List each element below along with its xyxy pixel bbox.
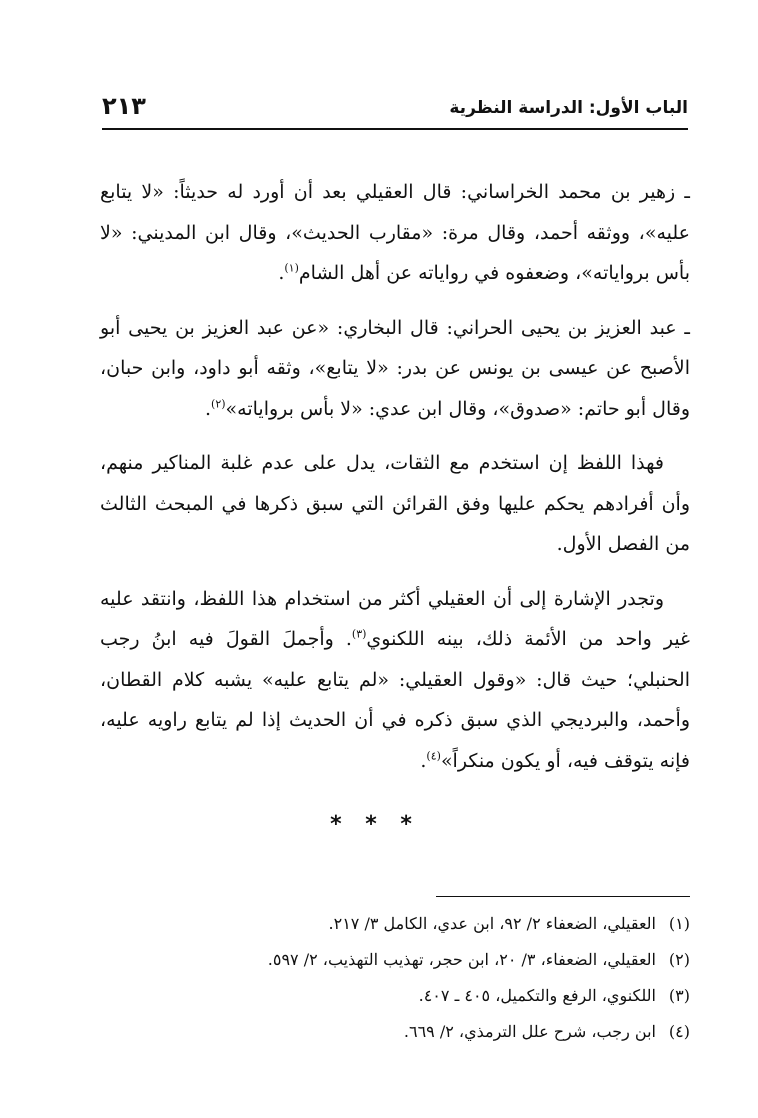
footnote-number: (٢) [668,950,690,969]
page-number: ٢١٣ [102,92,146,120]
paragraph-tail: . [204,397,212,420]
paragraph-abdulaziz [100,308,690,430]
paragraph-text: فهذا اللفظ إن استخدم مع الثقات، يدل على عدم غلبة المناكير منهم، وأن أفرادهم يحكم عليها وفق القرائن التي سبق ذكرها في المبحث الثالث من الفصل الأول. [100,452,690,555]
page-header [102,92,688,126]
footnote-rule [436,896,690,897]
paragraph-text: ـ عبد العزيز بن يحيى الحراني: قال البخاري: «عن عبد العزيز بن يحيى أبو الأصبح عن عيسى بن يونس عن بدر: «لا يتابع»، وثقه أبو داود، وابن حبان، وقال أبو حاتم: «صدوق»، وقال ابن عدي: «لا بأس برواياته» [100,316,690,420]
footnote-number: (٤) [668,1022,690,1041]
footnote-item [100,942,690,978]
footnote-number: (٣) [668,986,690,1005]
footnote-marker: (١) [284,261,299,275]
paragraph-zuhair [100,172,690,294]
footnote-item [100,906,690,942]
body-text [100,172,690,795]
footnote-item [100,1014,690,1050]
paragraph-text: ـ زهير بن محمد الخراساني: قال العقيلي بعد أن أورد له حديثاً: «لا يتابع عليه»، ووثقه أحمد، وقال مرة: «مقارب الحديث»، وقال ابن المديني: «لا بأس برواياته»، وضعفوه في رواياته عن أهل الشام [100,181,690,284]
footnote-number: (١) [668,914,690,933]
footnote-text: ابن رجب، شرح علل الترمذي، ٢/ ٦٦٩. [403,1022,656,1041]
footnote-marker: (٤) [426,749,441,763]
paragraph-tail: . وأجملَ القولَ فيه ابنُ رجب الحنبلي؛ حيث قال: «وقول العقيلي: «لم يتابع عليه» يشبه كلام القطان، وأحمد، والبرديجي الذي سبق ذكره في أن الحديث إذا لم يتابع راويه عليه، فإنه يتوقف فيه، أو يكون منكراً» [100,628,690,772]
paragraph-text: وتجدر الإشارة إلى أن العقيلي أكثر من استخدام هذا اللفظ، وانتقد عليه غير واحد من الأئمة ذلك، بينه اللكنوي [100,587,690,650]
section-separator: * * * [330,812,420,837]
footnote-text: اللكنوي، الرفع والتكميل، ٤٠٥ ـ ٤٠٧. [418,986,656,1005]
paragraph-conclusion [100,443,690,565]
paragraph-uqaili-note [100,579,690,782]
running-title: الباب الأول: الدراسة النظرية [449,98,688,118]
footnote-item [100,978,690,1014]
footnote-text: العقيلي، الضعفاء، ٣/ ٢٠، ابن حجر، تهذيب التهذيب، ٢/ ٥٩٧. [267,950,656,969]
footnote-marker: (٢) [211,397,226,411]
footnote-marker: (٣) [351,627,367,641]
paragraph-tail: . [278,262,285,284]
footnote-text: العقيلي، الضعفاء ٢/ ٩٢، ابن عدي، الكامل ٣/ ٢١٧. [328,914,656,933]
header-rule [102,128,688,130]
footnotes [100,906,690,1050]
paragraph-tail: . [420,749,427,772]
